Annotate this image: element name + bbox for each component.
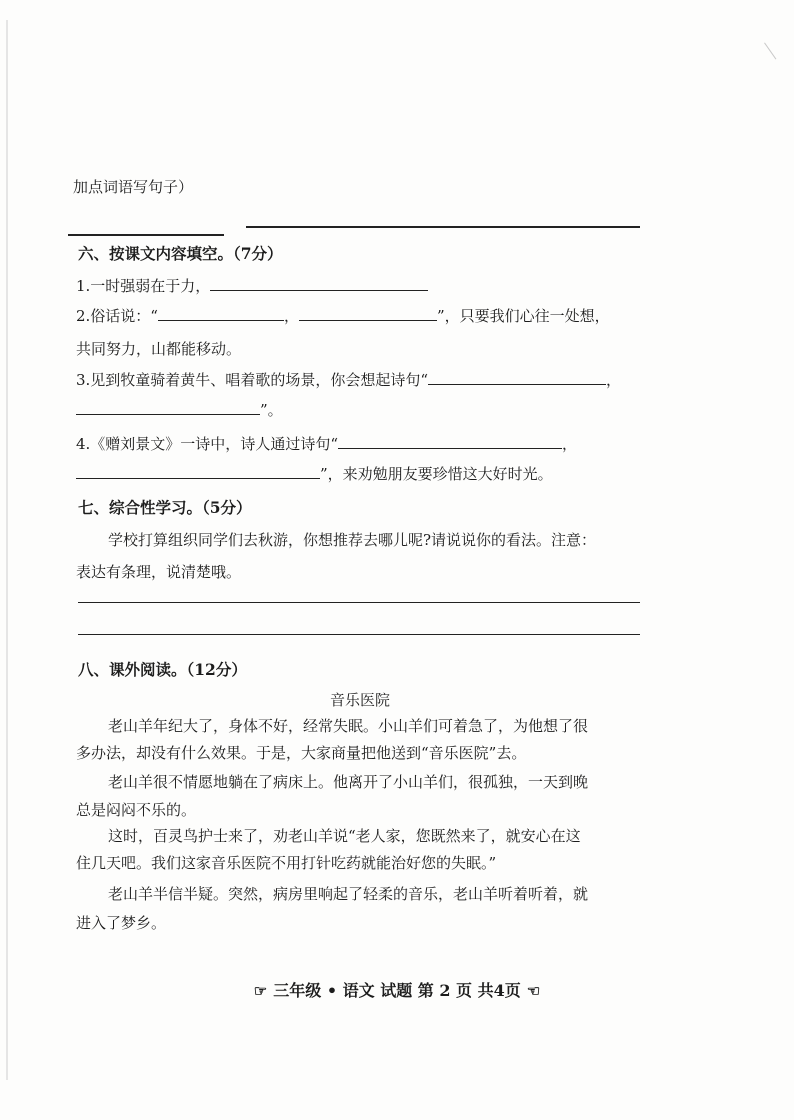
q2-blank-1[interactable] [158,306,284,321]
story-p3-line1: 这时，百灵鸟护士来了，劝老山羊说“老人家，您既然来了，就安心在这 [108,827,581,845]
q1-blank[interactable] [210,276,428,291]
section6-q2-cont: 共同努力，山都能移动。 [76,340,242,358]
section8-heading: 八、课外阅读。（12分） [78,660,247,679]
section6-q1 [76,276,428,296]
scan-mark [753,43,777,68]
section7-heading: 七、综合性学习。（5分） [78,498,252,517]
q1-text: 1.一时强弱在于力， [76,277,211,295]
q4-comma: ， [561,435,577,453]
story-p2-line1: 老山羊很不情愿地躺在了病床上。他离开了小山羊们，很孤独，一天到晚 [108,773,589,791]
section7-prompt-2: 表达有条理，说清楚哦。 [76,563,242,581]
section7-answer-line-1[interactable] [78,602,640,603]
q3-end: ”。 [260,401,283,419]
story-p4-line2: 进入了梦乡。 [76,914,167,932]
pointing-hand-left-icon: ☜ [526,982,541,1000]
q4-suffix: ”，来劝勉朋友要珍惜这大好时光。 [320,465,553,483]
section6-q4-cont [76,464,553,484]
q2-blank-2[interactable] [299,306,437,321]
story-title: 音乐医院 [329,691,390,709]
scan-shadow [6,20,8,1080]
q3-blank-2[interactable] [76,400,260,415]
q2-text: 2.俗话说：“ [76,307,158,325]
q2-comma: ， [283,307,299,325]
story-p1-line2: 多办法，却没有什么效果。于是，大家商量把他送到“音乐医院”去。 [76,744,527,762]
answer-line[interactable] [68,234,224,236]
q4-blank-2[interactable] [76,464,320,479]
section7-answer-line-2[interactable] [78,634,640,635]
story-p3-line2: 住几天吧。我们这家音乐医院不用打针吃药就能治好您的失眠。” [76,854,497,872]
footer-text: 三年级 • 语文 试题 第 2 页 共4页 [273,981,521,1000]
story-p2-line2: 总是闷闷不乐的。 [76,801,197,819]
q4-blank-1[interactable] [338,434,562,449]
section7-prompt-1: 学校打算组织同学们去秋游，你想推荐去哪儿呢?请说说你的看法。注意： [108,531,597,549]
story-p4-line1: 老山羊半信半疑。突然，病房里响起了轻柔的音乐，老山羊听着听着，就 [108,885,589,903]
q3-blank-1[interactable] [428,370,606,385]
answer-line[interactable] [246,226,640,228]
pointing-hand-right-icon: ☞ [253,982,268,1000]
q4-text: 4.《赠刘景文》一诗中，诗人通过诗句“ [76,435,338,453]
page-footer [0,978,794,1001]
section6-q4 [76,434,577,454]
q3-text: 3.见到牧童骑着黄牛、唱着歌的场景，你会想起诗句“ [76,371,428,389]
intro-tail-text: 加点词语写句子） [73,178,194,196]
section6-q2 [76,306,610,326]
section6-q3 [76,370,621,390]
section6-q3-cont [76,400,283,420]
q3-comma: ， [605,371,621,389]
q2-suffix: ”，只要我们心往一处想， [437,307,610,325]
section6-heading: 六、按课文内容填空。（7分） [78,244,283,263]
story-p1-line1: 老山羊年纪大了，身体不好，经常失眠。小山羊们可着急了，为他想了很 [108,717,589,735]
